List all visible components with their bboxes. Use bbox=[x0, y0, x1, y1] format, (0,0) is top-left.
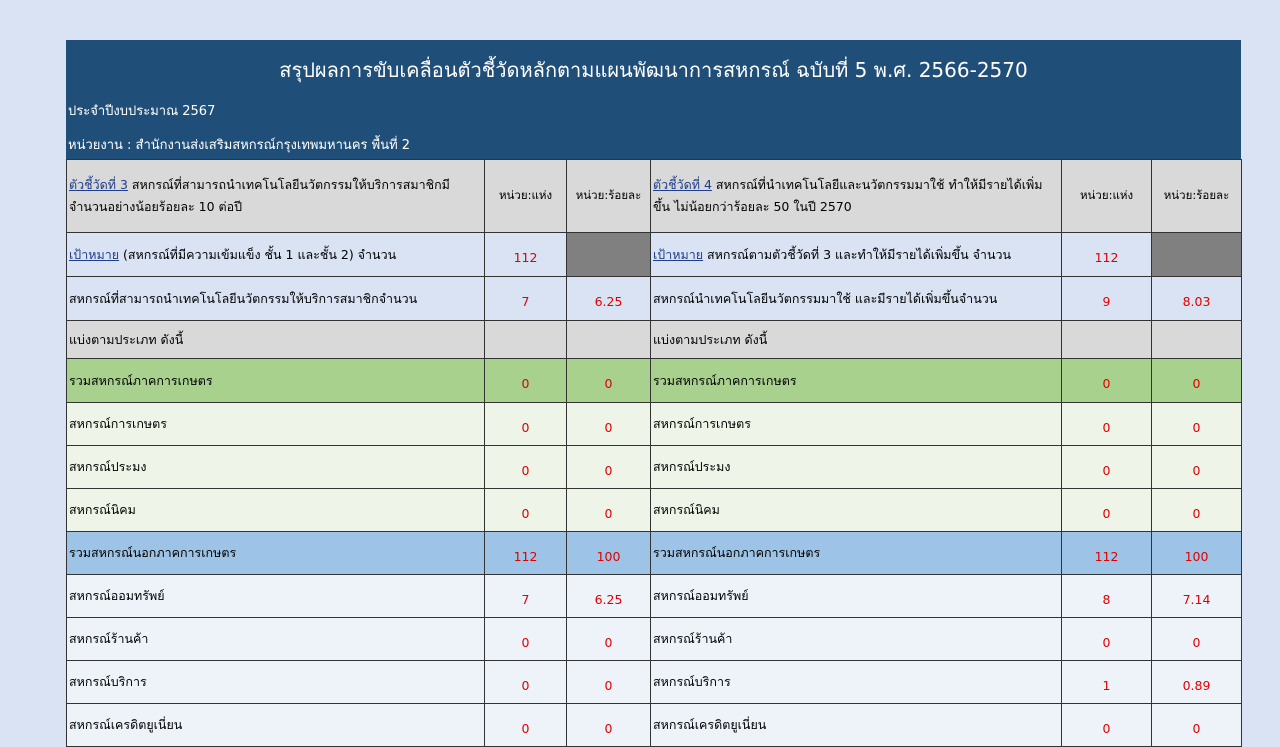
right-row-pct: 0 bbox=[1152, 446, 1242, 489]
right-row-label: สหกรณ์ออมทรัพย์ bbox=[651, 575, 1062, 618]
left-unit-count: หน่วย:แห่ง bbox=[485, 160, 567, 233]
right-row-pct: 100 bbox=[1152, 532, 1242, 575]
right-row-label: สหกรณ์เครดิตยูเนี่ยน bbox=[651, 704, 1062, 747]
page-title: สรุปผลการขับเคลื่อนตัวชี้วัดหลักตามแผนพัฒนาการสหกรณ์ ฉบับที่ 5 พ.ศ. 2566-2570 bbox=[279, 58, 1028, 82]
indicator-table bbox=[66, 159, 1242, 747]
right-row-label: สหกรณ์ร้านค้า bbox=[651, 618, 1062, 661]
left-row-label: สหกรณ์นิคม bbox=[67, 489, 485, 532]
table-row bbox=[67, 704, 1242, 747]
right-target-count: 112 bbox=[1062, 233, 1152, 277]
left-row-label: สหกรณ์ประมง bbox=[67, 446, 485, 489]
right-row-count: 0 bbox=[1062, 704, 1152, 747]
coop-total-row bbox=[67, 277, 1242, 321]
left-row-label: สหกรณ์บริการ bbox=[67, 661, 485, 704]
left-target-pct-blank bbox=[567, 233, 651, 277]
left-unit-pct: หน่วย:ร้อยละ bbox=[567, 160, 651, 233]
fiscal-year: ประจำปีงบประมาณ 2567 bbox=[68, 104, 216, 119]
indicator-3-cell bbox=[67, 160, 485, 233]
right-row-pct: 0 bbox=[1152, 403, 1242, 446]
right-row-count: 0 bbox=[1062, 489, 1152, 532]
left-row-count: 0 bbox=[485, 618, 567, 661]
left-target-text: (สหกรณ์ที่มีความเข้มแข็ง ชั้น 1 และชั้น 2) จำนวน bbox=[119, 246, 397, 262]
report-sheet bbox=[66, 40, 1241, 747]
right-row-count: 0 bbox=[1062, 618, 1152, 661]
left-row-count: 7 bbox=[485, 575, 567, 618]
right-row-count: 0 bbox=[1062, 446, 1152, 489]
right-row-count: 8 bbox=[1062, 575, 1152, 618]
left-row-count: 0 bbox=[485, 446, 567, 489]
right-row-pct: 7.14 bbox=[1152, 575, 1242, 618]
left-row-label: สหกรณ์ร้านค้า bbox=[67, 618, 485, 661]
right-row-label: รวมสหกรณ์ภาคการเกษตร bbox=[651, 359, 1062, 403]
right-target-pct-blank bbox=[1152, 233, 1242, 277]
indicator-4-link[interactable]: ตัวชี้วัดที่ 4 bbox=[653, 177, 712, 192]
right-category-count-blank bbox=[1062, 321, 1152, 359]
right-target-text: สหกรณ์ตามตัวชี้วัดที่ 3 และทำให้มีรายได้เพิ่มขึ้น จำนวน bbox=[703, 246, 1012, 262]
left-target-cell bbox=[67, 233, 485, 277]
right-row-label: สหกรณ์บริการ bbox=[651, 661, 1062, 704]
right-row-count: 0 bbox=[1062, 403, 1152, 446]
right-row-label: สหกรณ์ประมง bbox=[651, 446, 1062, 489]
target-row bbox=[67, 233, 1242, 277]
indicator-4-cell bbox=[651, 160, 1062, 233]
left-row-count: 0 bbox=[485, 403, 567, 446]
right-target-cell bbox=[651, 233, 1062, 277]
table-row bbox=[67, 575, 1242, 618]
left-row-pct: 0 bbox=[567, 446, 651, 489]
left-row-pct: 0 bbox=[567, 704, 651, 747]
right-row-label: สหกรณ์นิคม bbox=[651, 489, 1062, 532]
right-unit-pct: หน่วย:ร้อยละ bbox=[1152, 160, 1242, 233]
right-row-label: สหกรณ์การเกษตร bbox=[651, 403, 1062, 446]
report-header bbox=[66, 40, 1241, 159]
table-row bbox=[67, 618, 1242, 661]
left-target-link[interactable]: เป้าหมาย bbox=[69, 246, 120, 262]
left-coop-count: 7 bbox=[485, 277, 567, 321]
left-row-pct: 0 bbox=[567, 661, 651, 704]
left-row-pct: 0 bbox=[567, 618, 651, 661]
left-row-count: 0 bbox=[485, 661, 567, 704]
right-unit-count: หน่วย:แห่ง bbox=[1062, 160, 1152, 233]
table-row bbox=[67, 359, 1242, 403]
right-target-link[interactable]: เป้าหมาย bbox=[653, 246, 704, 262]
right-row-pct: 0 bbox=[1152, 618, 1242, 661]
indicator-3-link[interactable]: ตัวชี้วัดที่ 3 bbox=[69, 177, 128, 192]
indicator-3-text: สหกรณ์ที่สามารถนำเทคโนโลยีนวัตกรรมให้บริการสมาชิกมีจำนวนอย่างน้อยร้อยละ 10 ต่อปี bbox=[69, 177, 450, 214]
left-row-label: รวมสหกรณ์ภาคการเกษตร bbox=[67, 359, 485, 403]
right-category-label: แบ่งตามประเภท ดังนี้ bbox=[651, 321, 1062, 359]
indicator-4-text: สหกรณ์ที่นำเทคโนโลยีและนวัตกรรมมาใช้ ทำให้มีรายได้เพิ่มขึ้น ไม่น้อยกว่าร้อยละ 50 ในปี 2570 bbox=[653, 177, 1043, 214]
left-row-pct: 0 bbox=[567, 489, 651, 532]
left-coop-label: สหกรณ์ที่สามารถนำเทคโนโลยีนวัตกรรมให้บริการสมาชิกจำนวน bbox=[67, 277, 485, 321]
indicator-header-row bbox=[67, 160, 1242, 233]
category-row bbox=[67, 321, 1242, 359]
right-row-pct: 0 bbox=[1152, 489, 1242, 532]
right-row-count: 1 bbox=[1062, 661, 1152, 704]
left-category-pct-blank bbox=[567, 321, 651, 359]
right-row-count: 112 bbox=[1062, 532, 1152, 575]
left-row-pct: 100 bbox=[567, 532, 651, 575]
left-row-label: สหกรณ์ออมทรัพย์ bbox=[67, 575, 485, 618]
right-category-pct-blank bbox=[1152, 321, 1242, 359]
right-row-pct: 0 bbox=[1152, 704, 1242, 747]
table-row bbox=[67, 446, 1242, 489]
left-row-pct: 0 bbox=[567, 359, 651, 403]
agency-name: หน่วยงาน : สำนักงานส่งเสริมสหกรณ์กรุงเทพมหานคร พื้นที่ 2 bbox=[68, 138, 411, 153]
left-row-label: สหกรณ์เครดิตยูเนี่ยน bbox=[67, 704, 485, 747]
left-row-pct: 0 bbox=[567, 403, 651, 446]
left-row-count: 0 bbox=[485, 704, 567, 747]
left-target-count: 112 bbox=[485, 233, 567, 277]
table-row bbox=[67, 661, 1242, 704]
left-row-count: 0 bbox=[485, 489, 567, 532]
right-row-label: รวมสหกรณ์นอกภาคการเกษตร bbox=[651, 532, 1062, 575]
left-row-count: 112 bbox=[485, 532, 567, 575]
right-row-pct: 0 bbox=[1152, 359, 1242, 403]
left-row-pct: 6.25 bbox=[567, 575, 651, 618]
right-coop-count: 9 bbox=[1062, 277, 1152, 321]
left-coop-pct: 6.25 bbox=[567, 277, 651, 321]
right-coop-label: สหกรณ์นำเทคโนโลยีนวัตกรรมมาใช้ และมีรายได้เพิ่มขึ้นจำนวน bbox=[651, 277, 1062, 321]
table-row bbox=[67, 489, 1242, 532]
right-row-pct: 0.89 bbox=[1152, 661, 1242, 704]
left-row-label: รวมสหกรณ์นอกภาคการเกษตร bbox=[67, 532, 485, 575]
left-row-count: 0 bbox=[485, 359, 567, 403]
right-row-count: 0 bbox=[1062, 359, 1152, 403]
left-category-label: แบ่งตามประเภท ดังนี้ bbox=[67, 321, 485, 359]
table-row bbox=[67, 403, 1242, 446]
left-category-count-blank bbox=[485, 321, 567, 359]
right-coop-pct: 8.03 bbox=[1152, 277, 1242, 321]
table-row bbox=[67, 532, 1242, 575]
left-row-label: สหกรณ์การเกษตร bbox=[67, 403, 485, 446]
